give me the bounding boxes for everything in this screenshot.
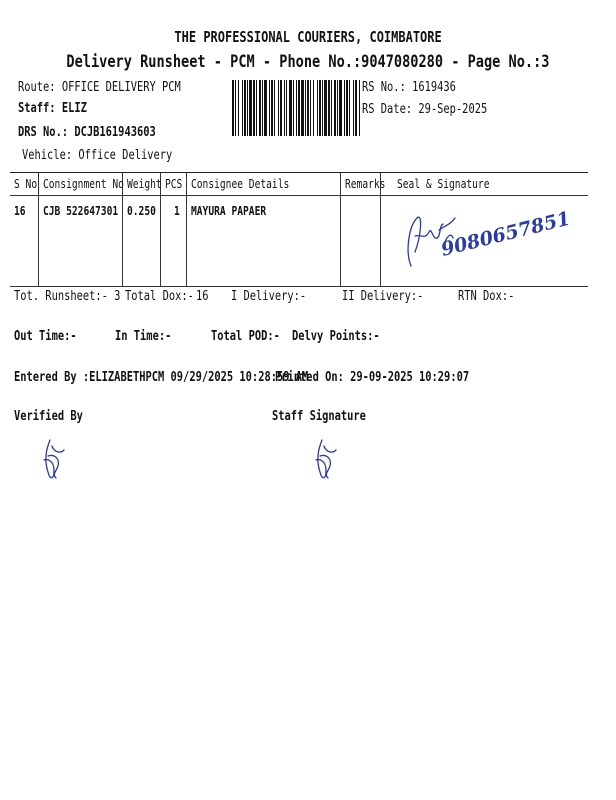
out-time: Out Time:- — [14, 329, 77, 344]
col-header-consignment: Consignment No — [38, 173, 122, 196]
table-header-row — [10, 173, 588, 196]
col-header-consignee: Consignee Details — [186, 173, 340, 196]
in-time: In Time:- — [115, 329, 172, 344]
rtn-dox: RTN Dox:- — [458, 289, 515, 304]
vehicle-label: Vehicle: Office Delivery — [22, 148, 173, 163]
rs-date: RS Date: 29-Sep-2025 — [362, 102, 488, 117]
svg-text:9080657851: 9080657851 — [438, 207, 572, 261]
verifier-signature — [36, 436, 76, 484]
cell-weight: 0.250 — [122, 196, 160, 287]
runsheet-subtitle: Delivery Runsheet - PCM - Phone No.:9047080280 - Page No.:3 — [66, 52, 550, 72]
total-pod: Total POD:- — [211, 329, 280, 344]
staff-signature — [308, 436, 348, 484]
route-label: Route: OFFICE DELIVERY PCM — [18, 80, 181, 95]
receiver-signature — [381, 196, 581, 270]
company-title: THE PROFESSIONAL COURIERS, COIMBATORE — [174, 28, 442, 46]
i-delivery: I Delivery:- — [231, 289, 307, 304]
staff-label: Staff: ELIZ — [18, 101, 87, 116]
verified-by-label: Verified By — [14, 409, 83, 424]
cell-remarks — [340, 196, 380, 287]
drs-number: DRS No.: DCJB161943603 — [18, 125, 156, 140]
ii-delivery: II Delivery:- — [342, 289, 424, 304]
cell-seal-signature — [380, 196, 588, 287]
col-header-weight: Weight — [122, 173, 160, 196]
total-dox-value: 16 — [196, 289, 209, 304]
cell-sno: 16 — [10, 196, 38, 287]
tot-runsheet: Tot. Runsheet:- 3 — [14, 289, 121, 304]
delvy-points: Delvy Points:- — [292, 329, 380, 344]
col-header-seal-signature: Seal & Signature — [380, 173, 588, 196]
table-row — [10, 196, 588, 287]
staff-signature-label: Staff Signature — [272, 409, 366, 424]
col-header-pcs: PCS — [160, 173, 186, 196]
printed-on: Printed On: 29-09-2025 10:29:07 — [275, 370, 470, 385]
rs-number: RS No.: 1619436 — [362, 80, 456, 95]
consignment-table — [10, 172, 588, 287]
cell-consignment-no: CJB 522647301 — [38, 196, 122, 287]
total-dox: Total Dox:- — [125, 289, 194, 304]
cell-pcs: 1 — [160, 196, 186, 287]
col-header-sno: S No — [10, 173, 38, 196]
barcode-image — [232, 80, 360, 136]
col-header-remarks: Remarks — [340, 173, 380, 196]
cell-consignee: MAYURA PAPAER — [186, 196, 340, 287]
entered-by: Entered By :ELIZABETHPCM 09/29/2025 10:28:59 AM — [14, 370, 309, 385]
